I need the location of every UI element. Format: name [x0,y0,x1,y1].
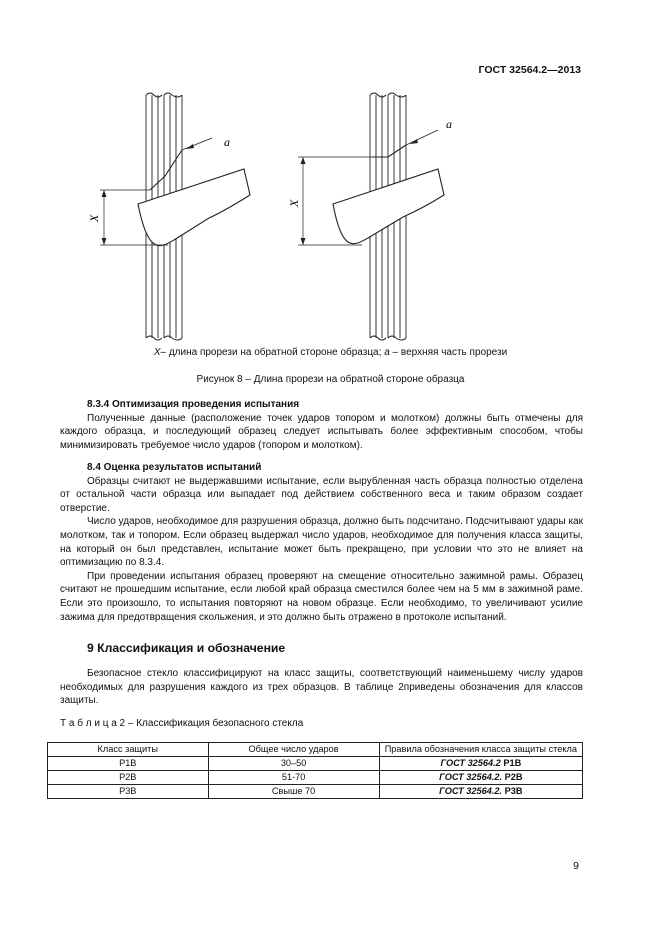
cut-top-edge [150,150,182,190]
rule-class: Р3В [502,786,523,796]
section-8-3-4 [60,398,583,452]
rule-class: Р1В [500,758,522,768]
figure-legend [0,347,661,358]
dim-arrow-bottom [102,238,107,245]
label-a-right: a [446,117,452,131]
legend-x-text: – длина прорези на обратной стороне образца; [160,347,385,358]
table-cell-rule [379,757,582,771]
section-9-paragraph: Безопасное стекло классифицируют на класс защиты, соответствующий наименьшему числу ударов необходимых для разрушения каждого из трех образцов. В таблице 2приведены обозначения для классов защиты. [60,668,583,707]
axe-blade [333,169,444,244]
label-x-right: X [287,199,301,207]
leader-a [406,130,438,145]
section-8-4-paragraph-2: Число ударов, необходимое для разрушения образца, должно быть подсчитано. Подсчитывают удары как молотком, так и топором. Если образец выдержал число ударов, необходимое для получения класса защиты, на который он был представлен, испытание может быть прекращено, при условии что это не влияет на оптимизацию по 8.3.4. [60,516,583,569]
table-cell-class: Р3В [48,785,209,799]
leader-arrow [410,139,418,144]
break-mark [146,336,162,340]
section-8-3-4-title: 8.3.4 Оптимизация проведения испытания [87,399,300,410]
table-header-cell: Правила обозначения класса защиты стекла [379,743,582,757]
legend-x: X [153,347,161,358]
legend-a: a [384,347,390,358]
section-8-4-paragraph-3: При проведении испытания образец проверяют на смещение относительно зажимной рамы. Образец считают не прошедшим испытание, если любой край образца сместился более чем на 5 мм в зажимной раме. Если это произошло, то испытания повторяют на новом образце. Если необходимо, то увеличивают усилие зажима для предотвращения скольжения, и это должно быть отражено в протоколе испытаний. [60,570,583,623]
section-8-4-paragraph-1: Образцы считают не выдержавшими испытание, если вырубленная часть образца полностью отделена от остальной части образца или выпадает под действием собственного веса и таким образом создает отверстие. [60,475,583,514]
leader-arrow [186,144,194,149]
rule-standard: ГОСТ 32564.2. [439,786,503,796]
label-x-left: X [87,214,101,222]
figure-caption: Рисунок 8 – Длина прорези на обратной стороне образца [196,374,465,385]
label-a-left: a [224,135,230,149]
section-8-4 [60,461,583,624]
table-cell-hits: 51-70 [208,771,379,785]
dim-arrow-top [102,190,107,197]
table-row [48,757,583,771]
table-cell-class: Р2В [48,771,209,785]
rule-standard: ГОСТ 32564.2. [439,772,503,782]
table-cell-hits: 30–50 [208,757,379,771]
leader-a [182,138,212,150]
table-header-row [48,743,583,757]
dim-arrow-top [301,157,306,164]
section-8-3-4-paragraph: Полученные данные (расположение точек ударов топором и молотком) должны быть отмечены для каждого образца, и последующий образец следует испытывать более эффективным способом, чтобы минимизировать требуемое число ударов (топором и молотком). [60,412,583,451]
break-mark [370,93,386,97]
table-row [48,771,583,785]
break-mark [370,336,386,340]
table-cell-class: Р1В [48,757,209,771]
legend-a-text: – верхняя часть прорези [389,347,508,358]
table-header-cell: Общее число ударов [208,743,379,757]
page-number: 9 [573,860,579,872]
break-mark [146,93,162,97]
section-9 [60,667,583,708]
dim-arrow-bottom [301,238,306,245]
table-cell-rule [379,771,582,785]
break-mark [388,93,406,97]
document-header: ГОСТ 32564.2—2013 [478,64,581,76]
rule-class: Р2В [502,772,523,782]
section-9-title: 9 Классификация и обозначение [87,641,286,655]
classification-table [47,742,583,799]
rule-standard: ГОСТ 32564.2 [440,758,501,768]
cut-top-edge [372,145,406,157]
left-specimen [100,93,250,340]
break-mark [164,93,182,97]
section-8-4-title: 8.4 Оценка результатов испытаний [87,462,262,473]
table-cell-rule [379,785,582,799]
axe-blade [138,169,250,246]
figure-8-drawing [0,0,661,345]
table-cell-hits: Свыше 70 [208,785,379,799]
table-row [48,785,583,799]
right-specimen [298,93,444,340]
table-header-cell: Класс защиты [48,743,209,757]
table-caption: Т а б л и ц а 2 – Классификация безопасного стекла [60,718,304,729]
break-mark [164,336,182,340]
break-mark [388,336,406,340]
